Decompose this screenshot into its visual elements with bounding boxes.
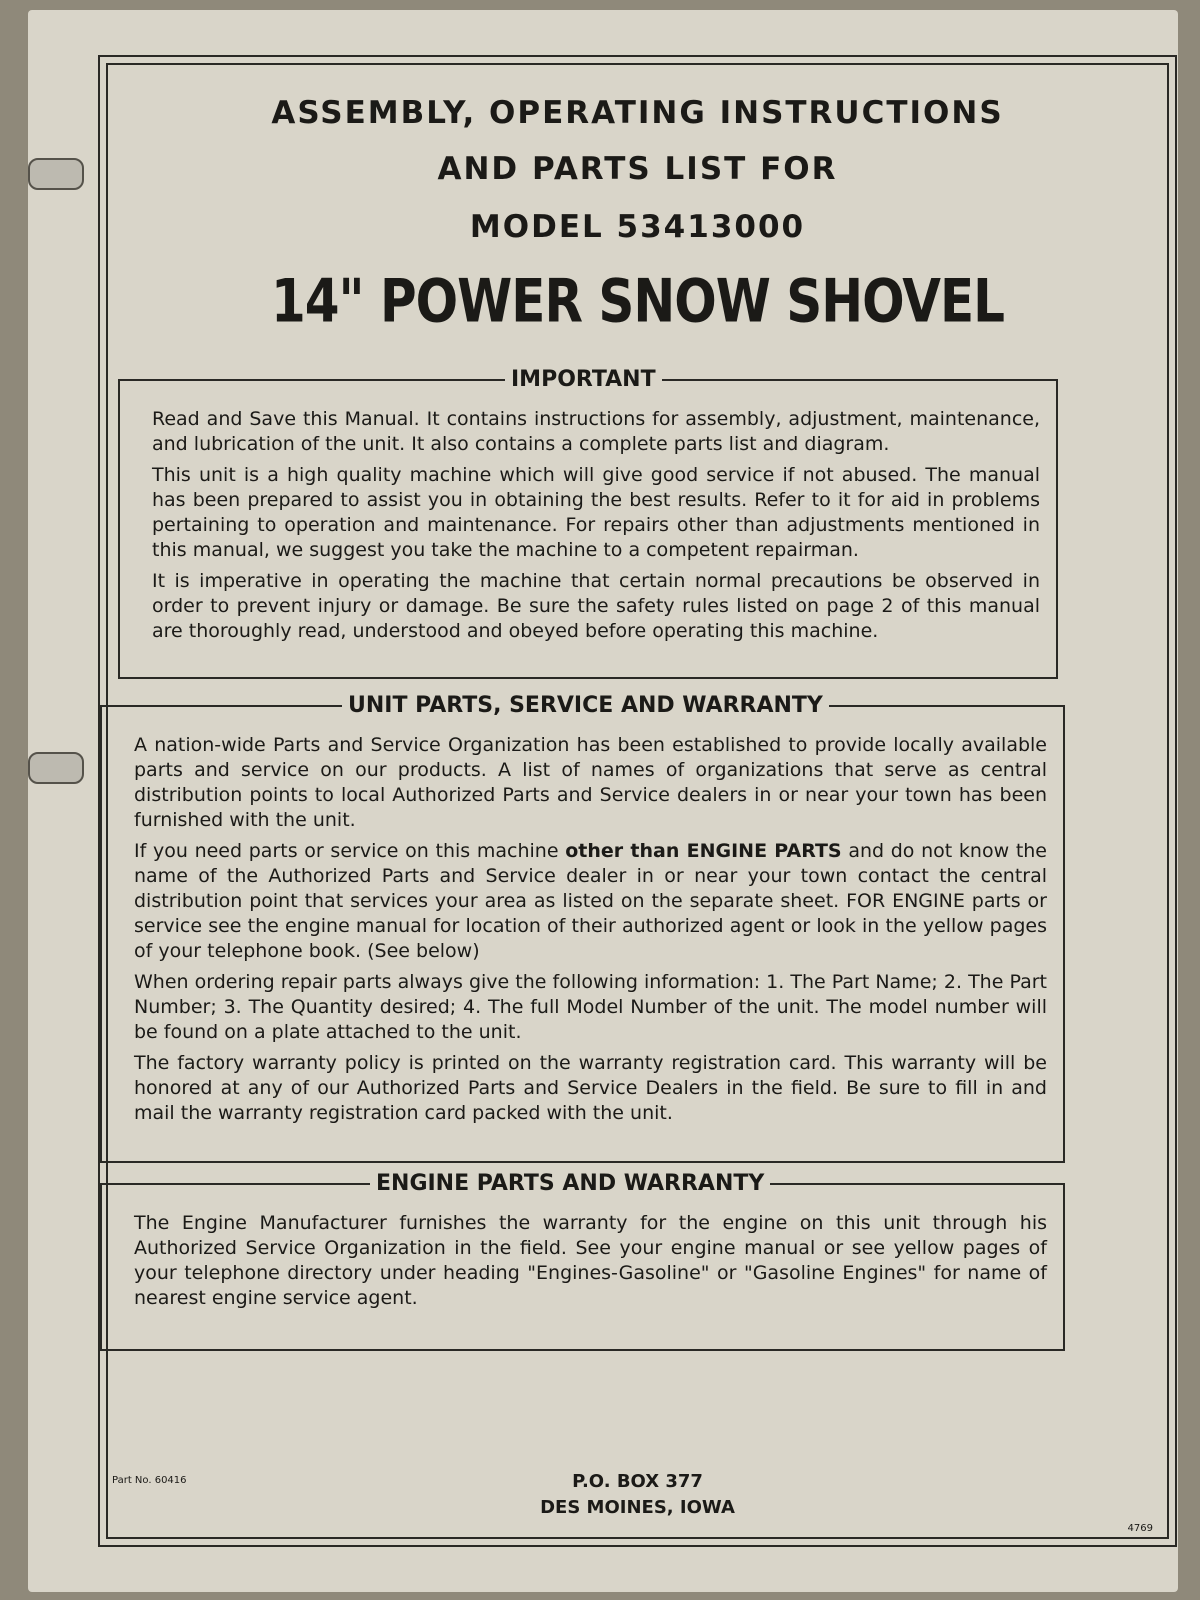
important-paragraph: This unit is a high quality machine which will give good service if not abused. The manual has been prepared to assist you in obtaining the best results. Refer to it for aid in problems pertaining to operation and maintenance. For repairs other than adjustments mentioned in this manual, we suggest you take the machine to a competent repairman. xyxy=(152,464,1040,561)
binder-ring-icon xyxy=(28,752,84,784)
unit-parts-paragraph: The factory warranty policy is printed on the warranty registration card. This warranty will be honored at any of our Authorized Parts and Service Dealers in the field. Be sure to fill in and mail the warranty registration card packed with the unit. xyxy=(134,1052,1047,1124)
unit-parts-bold-text: other than ENGINE PARTS xyxy=(565,840,842,862)
model-number: MODEL 53413000 xyxy=(469,209,806,245)
unit-parts-paragraph xyxy=(134,839,1047,964)
important-heading: IMPORTANT xyxy=(505,367,662,393)
address-line-1: P.O. BOX 377 xyxy=(572,1471,703,1492)
unit-parts-text: If you need parts or service on this machine xyxy=(134,840,566,862)
title-line-1: ASSEMBLY, OPERATING INSTRUCTIONS xyxy=(271,95,1004,131)
engine-heading: ENGINE PARTS AND WARRANTY xyxy=(370,1171,770,1197)
product-title: 14" POWER SNOW SHOVEL xyxy=(270,266,1005,336)
address-line-2: DES MOINES, IOWA xyxy=(540,1497,735,1518)
engine-box xyxy=(100,1171,1065,1351)
binder-ring-icon xyxy=(28,158,84,190)
unit-parts-text: and do not know the name of the Authorized Parts and Service dealer in or near your town contact the central distribution point that services your area as listed on the separate sheet. FOR ENGINE parts or service see the engine manual for location of their authorized agent or look in the yellow pages of your telephone book. (See below) xyxy=(134,840,1047,962)
title-line-2: AND PARTS LIST FOR xyxy=(437,151,838,187)
manual-page xyxy=(28,10,1178,1592)
important-paragraph: Read and Save this Manual. It contains instructions for assembly, adjustment, maintenance, and lubrication of the unit. It also contains a complete parts list and diagram. xyxy=(152,408,1040,455)
print-code: 4769 xyxy=(1127,1523,1153,1534)
important-paragraph: It is imperative in operating the machine that certain normal precautions be observed in order to prevent injury or damage. Be sure the safety rules listed on page 2 of this manual are thoroughly read, understood and obeyed before operating this machine. xyxy=(152,570,1040,642)
unit-parts-paragraph: A nation-wide Parts and Service Organization has been established to provide locally available parts and service on our products. A list of names of organizations that serve as central distribution points to local Authorized Parts and Service dealers in or near your town has been furnished with the unit. xyxy=(134,734,1047,831)
engine-paragraph: The Engine Manufacturer furnishes the warranty for the engine on this unit through his Authorized Service Organization in the field. See your engine manual or see yellow pages of your telephone directory under heading "Engines-Gasoline" or "Gasoline Engines" for name of nearest engine service agent. xyxy=(134,1212,1047,1309)
unit-parts-paragraph: When ordering repair parts always give the following information: 1. The Part Name; 2. The Part Number; 3. The Quantity desired; 4. The full Model Number of the unit. The model number will be found on a plate attached to the unit. xyxy=(134,971,1047,1043)
important-box xyxy=(118,367,1058,679)
unit-parts-box xyxy=(100,693,1065,1163)
part-number: Part No. 60416 xyxy=(112,1475,187,1486)
page-border xyxy=(98,55,1177,1547)
unit-parts-heading: UNIT PARTS, SERVICE AND WARRANTY xyxy=(342,693,829,719)
